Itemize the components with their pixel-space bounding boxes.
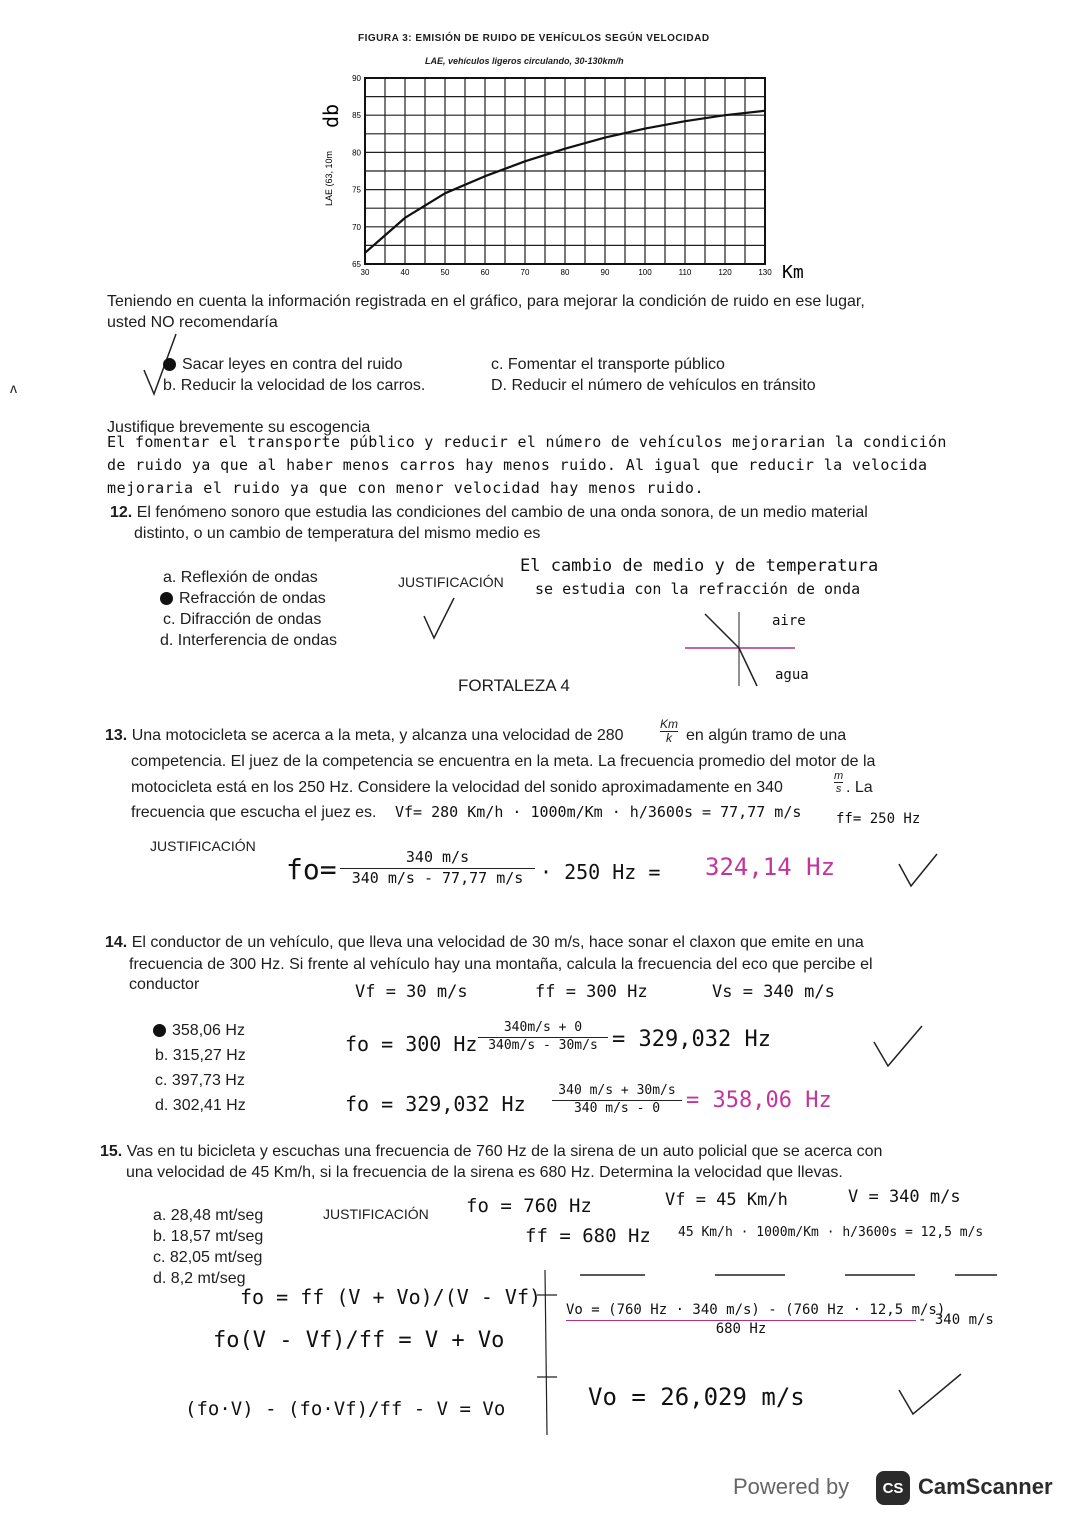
q14-hw-eq1-fraction: 340m/s + 0 340m/s - 30m/s bbox=[478, 1020, 608, 1053]
q13-hw-rest: · 250 Hz = bbox=[540, 860, 661, 884]
q15-hw-formula1: fo = ff (V + Vo)/(V - Vf) bbox=[240, 1285, 542, 1309]
q12-prompt-line2: distinto, o un cambio de temperatura del mismo medio es bbox=[134, 525, 541, 542]
q15-hw-vo-result: Vo = 26,029 m/s bbox=[588, 1383, 805, 1411]
selected-bullet-icon bbox=[163, 358, 176, 371]
data-point bbox=[484, 175, 486, 177]
q15-hw-v: V = 340 m/s bbox=[848, 1187, 961, 1207]
data-point bbox=[364, 252, 366, 254]
q15-hw-vo-fraction: Vo = (760 Hz · 340 m/s) - (760 Hz · 12,5 m/s) 680 Hz bbox=[566, 1302, 946, 1337]
q13-line1-end: en algún tramo de una bbox=[686, 727, 847, 744]
x-unit-handwritten: Km bbox=[782, 262, 804, 283]
q13-line3: motocicleta está en los 250 Hz. Considere la velocidad del sonido aproximadamente en 340 bbox=[131, 779, 783, 796]
q12-handwritten-line2: se estudia con la refracción de onda bbox=[535, 580, 861, 598]
data-point bbox=[524, 161, 526, 163]
q13-check-mark-icon bbox=[895, 850, 940, 890]
camscanner-logo-icon: CS bbox=[876, 1471, 910, 1505]
q14-option-c[interactable]: c. 397,73 Hz bbox=[155, 1072, 245, 1089]
q14-hw-eq2-result: = 358,06 Hz bbox=[686, 1088, 832, 1113]
x-tick-label: 100 bbox=[638, 268, 652, 277]
data-point bbox=[564, 148, 566, 150]
q13-hw-fo: fo= bbox=[286, 853, 337, 886]
y-tick-label: 80 bbox=[352, 148, 361, 158]
q14-number: 14. bbox=[105, 934, 128, 951]
section-title: FORTALEZA 4 bbox=[458, 676, 570, 695]
data-point bbox=[444, 193, 446, 195]
q13-line1: Una motocicleta se acerca a la meta, y alcanza una velocidad de 280 bbox=[131, 727, 624, 744]
x-tick-label: 130 bbox=[758, 268, 772, 277]
q15-hw-vf: Vf = 45 Km/h bbox=[665, 1190, 788, 1210]
q11-option-d[interactable]: D. Reducir el número de vehículos en tránsito bbox=[491, 377, 816, 394]
q14-line3: conductor bbox=[129, 976, 200, 993]
q15-hw-vo-minus: - 340 m/s bbox=[918, 1312, 994, 1328]
q13-line3-end: . La bbox=[846, 779, 873, 796]
q14-hw-vf: Vf = 30 m/s bbox=[355, 982, 468, 1002]
q14-hw-eq1-left: fo = 300 Hz bbox=[345, 1032, 478, 1056]
y-axis-label: LAE (63, 10m bbox=[324, 150, 334, 206]
q13-line2: competencia. El juez de la competencia se encuentra en la meta. La frecuencia promedio del motor de la bbox=[131, 753, 876, 770]
q14-hw-vs: Vs = 340 m/s bbox=[712, 982, 835, 1002]
q12-option-b[interactable]: Refracción de ondas bbox=[160, 588, 326, 609]
y-tick-label: 90 bbox=[352, 74, 361, 83]
figure-title: FIGURA 3: EMISIÓN DE RUIDO DE VEHÍCULOS SEGÚN VELOCIDAD bbox=[358, 33, 710, 44]
q13-hw-fraction: 340 m/s 340 m/s - 77,77 m/s bbox=[340, 848, 535, 887]
q15-option-b[interactable]: b. 18,57 mt/seg bbox=[153, 1228, 264, 1245]
q15-hw-formula2: fo(V - Vf)/ff = V + Vo bbox=[213, 1328, 505, 1353]
y-tick-label: 65 bbox=[352, 260, 361, 269]
q12-justification-label: JUSTIFICACIÓN bbox=[398, 574, 504, 590]
q14-hw-ff: ff = 300 Hz bbox=[535, 982, 648, 1002]
q11-prompt-line1: Teniendo en cuenta la información registrada en el gráfico, para mejorar la condición de ruido en ese lugar, bbox=[107, 293, 865, 310]
q12-prompt-line1: El fenómeno sonoro que estudia las condiciones del cambio de una onda sonora, de un medio material bbox=[136, 504, 868, 521]
q11-option-c[interactable]: c. Fomentar el transporte público bbox=[491, 356, 725, 373]
q15-option-d[interactable]: d. 8,2 mt/seg bbox=[153, 1270, 246, 1287]
diagram-label-air: aire bbox=[772, 613, 806, 629]
q12-number: 12. bbox=[110, 504, 133, 521]
q13-number: 13. bbox=[105, 727, 128, 744]
q13-unit-fraction: Km k bbox=[660, 717, 678, 745]
q11-option-a[interactable]: Sacar leyes en contra del ruido bbox=[163, 354, 403, 375]
q14-line1: El conductor de un vehículo, que lleva una velocidad de 30 m/s, hace sonar el claxon que emite en una bbox=[131, 934, 864, 951]
chart-grid bbox=[365, 78, 765, 264]
q15-line2: una velocidad de 45 Km/h, si la frecuencia de la sirena es 680 Hz. Determina la velocidad que llevas. bbox=[126, 1164, 843, 1181]
q13-hw-ff: ff= 250 Hz bbox=[836, 811, 921, 827]
data-point bbox=[404, 217, 406, 219]
q14-check-mark-icon bbox=[870, 1022, 925, 1072]
q14-option-b[interactable]: b. 315,27 Hz bbox=[155, 1047, 246, 1064]
y-tick-label: 85 bbox=[352, 111, 361, 121]
q15-line1: Vas en tu bicicleta y escuchas una frecuencia de 760 Hz de la sirena de un auto policial que se acerca con bbox=[126, 1143, 883, 1160]
q11-handwritten-line2: de ruido ya que al haber menos carros hay menos ruido. Al igual que reducir la velocida bbox=[107, 456, 928, 474]
q14-hw-eq2-left: fo = 329,032 Hz bbox=[345, 1092, 526, 1116]
q15-option-c[interactable]: c. 82,05 mt/seg bbox=[153, 1249, 263, 1266]
q11-handwritten-line3: mejoraria el ruido ya que con menor velocidad hay menos ruido. bbox=[107, 479, 705, 497]
x-tick-label: 50 bbox=[440, 268, 450, 277]
chart-ticks bbox=[352, 74, 772, 277]
q14-line2: frecuencia de 300 Hz. Si frente al vehículo hay una montaña, calcula la frecuencia del eco que percibe el bbox=[129, 956, 873, 973]
q14-option-a[interactable]: 358,06 Hz bbox=[153, 1020, 245, 1041]
q14-option-d[interactable]: d. 302,41 Hz bbox=[155, 1097, 246, 1114]
x-tick-label: 110 bbox=[678, 268, 692, 277]
data-point bbox=[764, 110, 766, 112]
figure-subtitle: LAE, vehículos ligeros circulando, 30-130km/h bbox=[425, 56, 624, 66]
q13-hw-result: 324,14 Hz bbox=[705, 853, 836, 881]
q14-hw-eq1-result: = 329,032 Hz bbox=[612, 1027, 771, 1052]
q15-hw-ff: ff = 680 Hz bbox=[525, 1225, 651, 1247]
powered-by-text: Powered by bbox=[733, 1474, 850, 1499]
q15-hw-fo: fo = 760 Hz bbox=[466, 1195, 592, 1217]
q13-unit2-fraction: m s bbox=[834, 770, 844, 795]
data-point bbox=[644, 128, 646, 130]
q12-option-a[interactable]: a. Reflexión de ondas bbox=[163, 569, 318, 586]
y-tick-label: 75 bbox=[352, 185, 361, 195]
q15-hw-formula3: (fo·V) - (fo·Vf)/ff - V = Vo bbox=[185, 1398, 506, 1420]
data-point bbox=[724, 114, 726, 116]
q11-justify-label: Justifique brevemente su escogencia bbox=[107, 419, 371, 436]
q15-number: 15. bbox=[100, 1143, 123, 1160]
q11-prompt-line2: usted NO recomendaría bbox=[107, 314, 278, 331]
x-tick-label: 90 bbox=[600, 268, 610, 277]
q13-hw-conversion: Vf= 280 Km/h · 1000m/Km · h/3600s = 77,77 m/s bbox=[395, 803, 802, 821]
q15-check-mark-icon bbox=[895, 1370, 965, 1420]
q13-justification-label: JUSTIFICACIÓN bbox=[150, 838, 256, 854]
q12-option-c[interactable]: c. Difracción de ondas bbox=[163, 611, 322, 628]
x-tick-label: 40 bbox=[400, 268, 410, 277]
selected-bullet-icon bbox=[160, 592, 173, 605]
q12-option-d[interactable]: d. Interferencia de ondas bbox=[160, 632, 338, 649]
q12-handwritten-line1: El cambio de medio y de temperatura bbox=[520, 556, 879, 576]
x-tick-label: 70 bbox=[520, 268, 530, 277]
x-tick-label: 30 bbox=[360, 268, 370, 277]
diagram-label-water: agua bbox=[775, 667, 809, 683]
x-tick-label: 120 bbox=[718, 268, 732, 277]
q15-justification-label: JUSTIFICACIÓN bbox=[323, 1206, 429, 1222]
q13-line4: frecuencia que escucha el juez es. bbox=[131, 804, 377, 821]
selected-bullet-icon bbox=[153, 1024, 166, 1037]
data-point bbox=[604, 137, 606, 139]
q12-check-mark-icon bbox=[420, 594, 460, 644]
margin-mark-icon: ʌ bbox=[10, 380, 17, 396]
q14-hw-eq2-fraction: 340 m/s + 30m/s 340 m/s - 0 bbox=[552, 1083, 682, 1116]
q11-handwritten-line1: El fomentar el transporte público y reducir el número de vehículos mejorarian la condición bbox=[107, 433, 947, 451]
noise-chart bbox=[310, 66, 830, 286]
camscanner-brand: CamScanner bbox=[918, 1474, 1053, 1499]
q11-option-b[interactable]: b. Reducir la velocidad de los carros. bbox=[163, 377, 426, 394]
y-unit-handwritten: db bbox=[319, 103, 343, 128]
data-point bbox=[684, 120, 686, 122]
x-tick-label: 80 bbox=[560, 268, 570, 277]
y-tick-label: 70 bbox=[352, 222, 361, 232]
q15-hw-conversion: 45 Km/h · 1000m/Km · h/3600s = 12,5 m/s bbox=[678, 1225, 984, 1240]
x-tick-label: 60 bbox=[480, 268, 490, 277]
q15-option-a[interactable]: a. 28,48 mt/seg bbox=[153, 1207, 264, 1224]
